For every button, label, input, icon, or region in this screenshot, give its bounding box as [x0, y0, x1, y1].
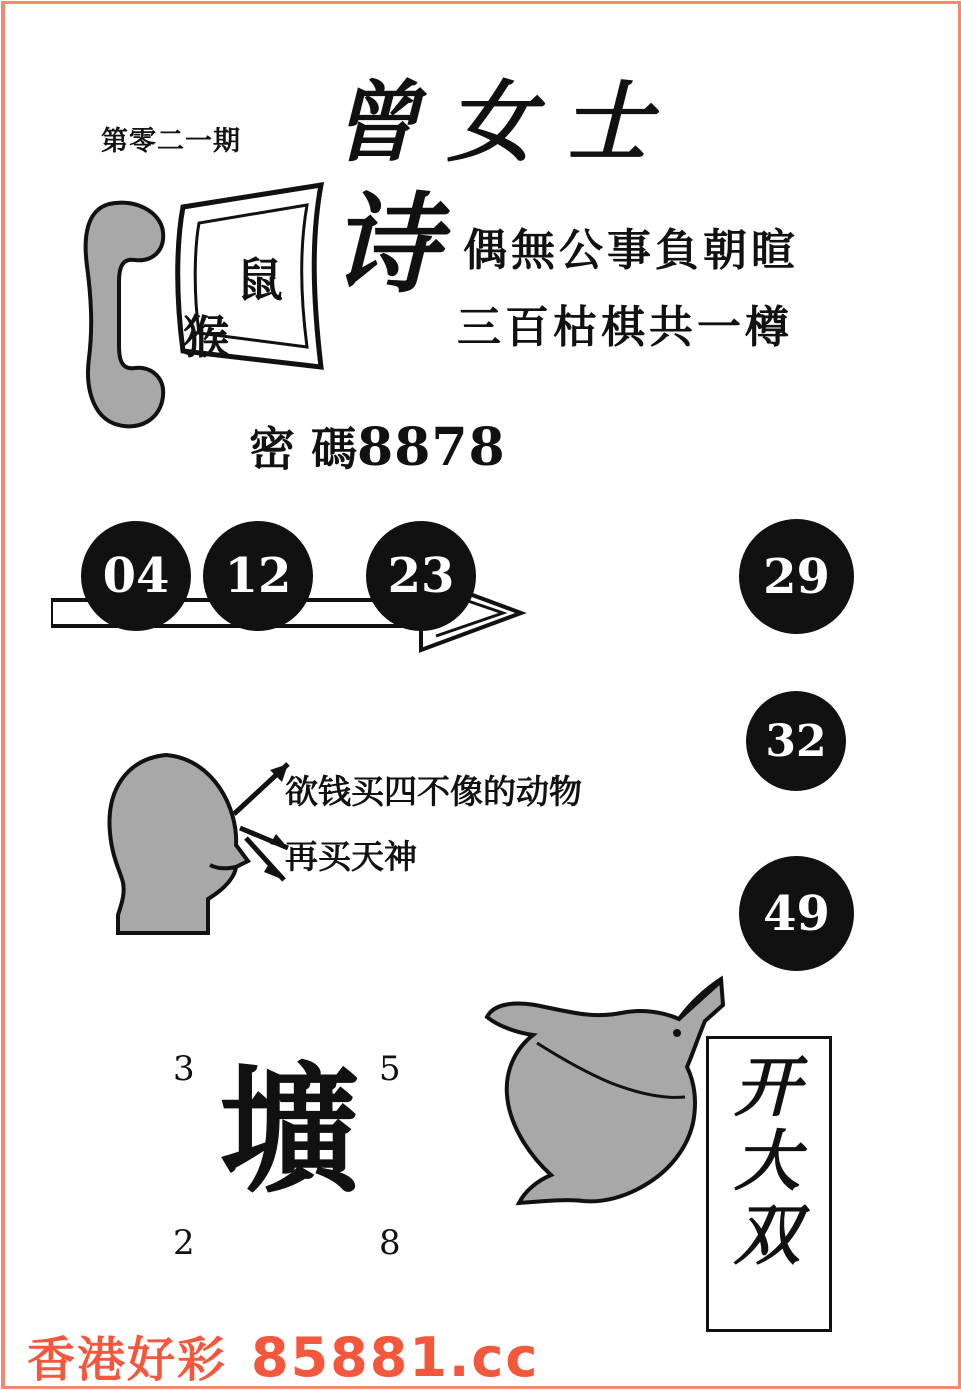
footer: [27, 1321, 539, 1390]
footer-site-name: 香港好彩: [27, 1332, 228, 1388]
hint-line-1: 欲钱买四不像的动物: [285, 772, 582, 811]
corner-digit-bottom-left: 2: [173, 1223, 195, 1263]
page-title: 曾女士: [331, 70, 680, 174]
corner-digit-bottom-right: 8: [379, 1223, 401, 1263]
footer-url[interactable]: 85881.cc: [251, 1326, 540, 1389]
page-edge-left: [1, 1, 5, 1389]
number-ball[interactable]: 12: [203, 521, 313, 631]
number-ball[interactable]: 04: [81, 521, 191, 631]
password-digits: 8878: [357, 417, 506, 478]
password-label: 密 碼: [249, 422, 358, 476]
page-edge-top: [1, 1, 961, 4]
corner-digit-top-right: 5: [379, 1049, 401, 1089]
zodiac-label-2: 猴: [183, 310, 229, 364]
number-ball[interactable]: 32: [746, 691, 846, 791]
poem-word: 诗: [331, 182, 440, 308]
number-ball[interactable]: 49: [739, 856, 854, 971]
big-character: 壙: [219, 1049, 360, 1213]
sign-text: 开大双: [734, 1048, 800, 1274]
number-ball[interactable]: 29: [739, 519, 854, 634]
number-ball[interactable]: 23: [366, 521, 476, 631]
issue-label: 第零二一期: [101, 126, 241, 157]
poem-line-2: 三百枯棋共一樽: [457, 302, 793, 353]
hint-line-2: 再买天神: [285, 837, 417, 876]
password-row: [249, 413, 506, 479]
poem-line-1: 偶無公事負朝暄: [463, 225, 799, 276]
corner-digit-top-left: 3: [173, 1049, 195, 1089]
zodiac-label-1: 鼠: [237, 253, 283, 307]
